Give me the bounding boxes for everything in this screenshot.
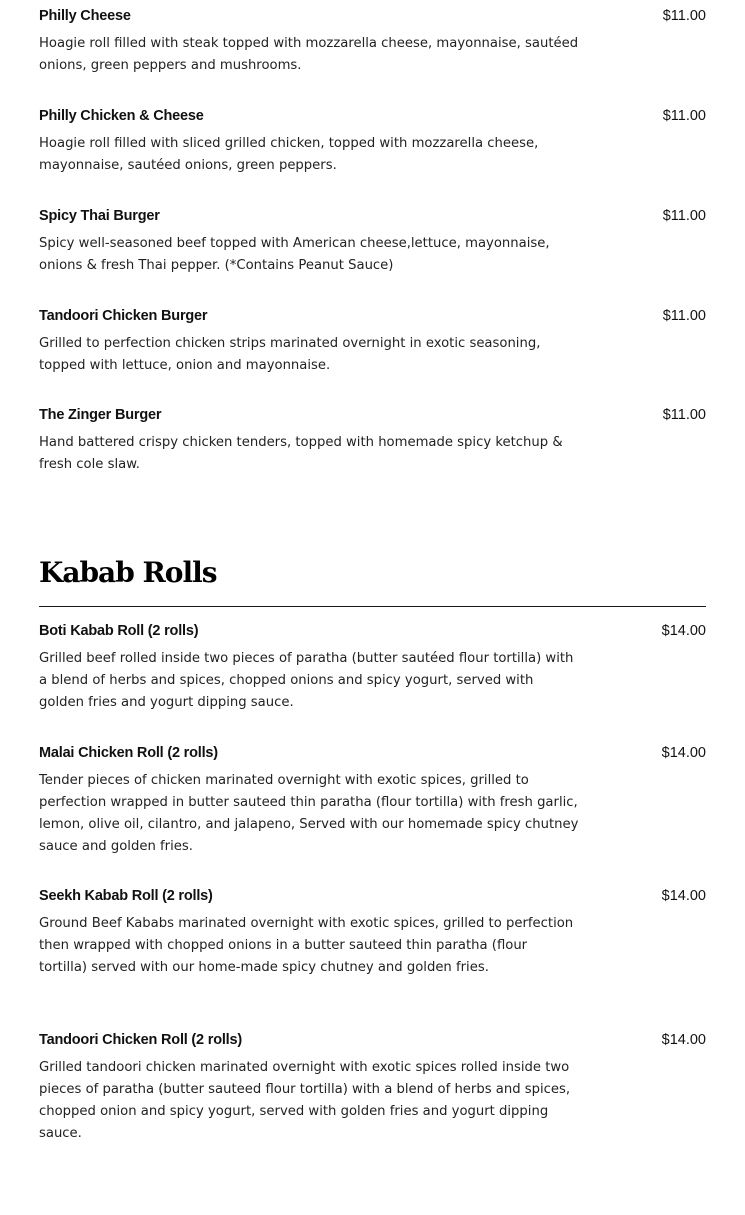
item-price: $14.00 xyxy=(661,1032,706,1048)
item-price: $11.00 xyxy=(662,308,706,324)
menu-item-zinger-burger xyxy=(39,406,706,476)
menu-item-seekh-kabab-roll xyxy=(39,887,706,979)
menu-item-spicy-thai-burger xyxy=(39,207,706,277)
item-description: Hoagie roll filled with sliced grilled chicken, topped with mozzarella cheese, mayonnaise, sautéed onions, green peppers. xyxy=(39,136,539,173)
item-price: $11.00 xyxy=(662,108,706,124)
item-description: Spicy well-seasoned beef topped with American cheese,lettuce, mayonnaise, onions & fresh Thai pepper. (*Contains Peanut Sauce) xyxy=(39,236,550,273)
item-name: Boti Kabab Roll (2 rolls) xyxy=(39,623,199,639)
item-name: Philly Cheese xyxy=(39,8,131,24)
item-description: Hoagie roll filled with steak topped with mozzarella cheese, mayonnaise, sautéed onions, green peppers and mushrooms. xyxy=(39,36,579,73)
item-price: $14.00 xyxy=(661,888,706,904)
item-price: $14.00 xyxy=(661,623,706,639)
item-description: Grilled to perfection chicken strips marinated overnight in exotic seasoning, topped with lettuce, onion and mayonnaise. xyxy=(39,336,541,373)
item-description: Grilled beef rolled inside two pieces of paratha (butter sautéed flour tortilla) with a blend of herbs and spices, chopped onions and spicy yogurt, served with golden fries and yogurt dipping sauce. xyxy=(39,651,574,710)
section-divider xyxy=(39,606,706,607)
item-name: Malai Chicken Roll (2 rolls) xyxy=(39,745,218,761)
item-name: Seekh Kabab Roll (2 rolls) xyxy=(39,888,213,904)
menu-item-tandoori-chicken-burger xyxy=(39,307,706,377)
menu-item-philly-cheese xyxy=(39,7,706,77)
item-name: Tandoori Chicken Roll (2 rolls) xyxy=(39,1032,242,1048)
item-name: The Zinger Burger xyxy=(39,407,162,423)
menu-item-boti-kabab-roll xyxy=(39,622,706,714)
menu-item-malai-chicken-roll xyxy=(39,744,706,858)
item-description: Tender pieces of chicken marinated overnight with exotic spices, grilled to perfection wrapped in butter sauteed thin paratha (flour tortilla) with fresh garlic, lemon, olive oil, cilantro, and jalapeno, Served with our homemade spicy chutney sauce and golden fries. xyxy=(39,773,579,854)
menu-item-tandoori-chicken-roll xyxy=(39,1031,706,1145)
section-title-kabab-rolls: Kabab Rolls xyxy=(39,556,217,589)
item-name: Tandoori Chicken Burger xyxy=(39,308,208,324)
item-price: $14.00 xyxy=(661,745,706,761)
item-price: $11.00 xyxy=(662,208,706,224)
item-name: Philly Chicken & Cheese xyxy=(39,108,204,124)
item-name: Spicy Thai Burger xyxy=(39,208,160,224)
item-description: Grilled tandoori chicken marinated overnight with exotic spices rolled inside two pieces of paratha (butter sauteed flour tortilla) with a blend of herbs and spices, chopped onion and spicy yogurt, served with golden fries and yogurt dipping sauce. xyxy=(39,1060,571,1141)
item-description: Ground Beef Kababs marinated overnight with exotic spices, grilled to perfection then wrapped with chopped onions in a butter sauteed thin paratha (flour tortilla) served with our home-made spicy chutney and golden fries. xyxy=(39,916,574,975)
menu-item-philly-chicken-cheese xyxy=(39,107,706,177)
item-price: $11.00 xyxy=(662,8,706,24)
item-price: $11.00 xyxy=(662,407,706,423)
item-description: Hand battered crispy chicken tenders, topped with homemade spicy ketchup & fresh cole slaw. xyxy=(39,435,563,472)
